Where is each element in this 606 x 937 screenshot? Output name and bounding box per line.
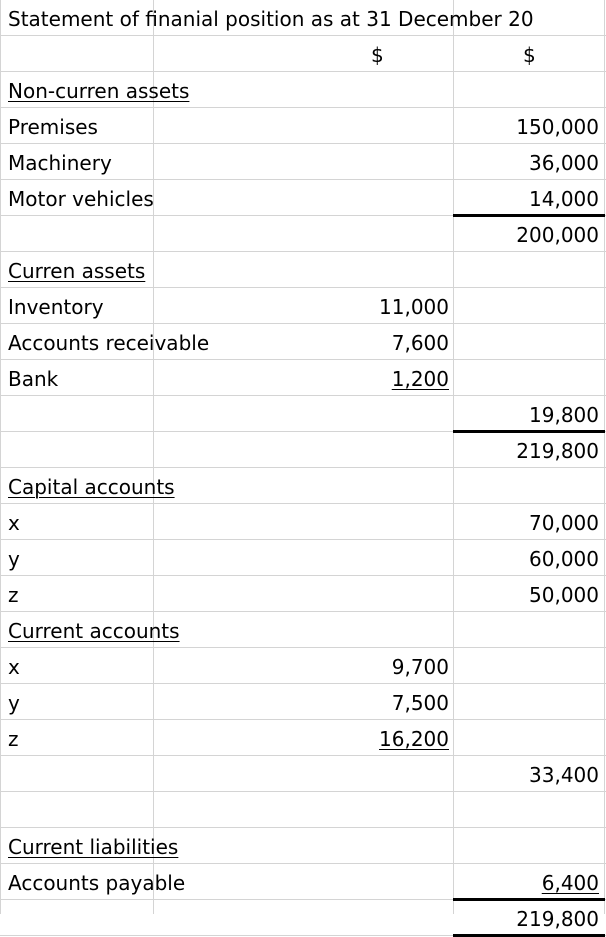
statement-row <box>0 216 606 252</box>
row-label: x <box>8 511 20 535</box>
row-label: Current accounts <box>8 619 180 643</box>
row-label: Machinery <box>8 151 112 175</box>
statement-row <box>0 288 606 324</box>
row-value-c: 200,000 <box>516 223 599 247</box>
row-value-c: 150,000 <box>516 115 599 139</box>
row-label: Accounts payable <box>8 871 186 895</box>
statement-row <box>0 432 606 468</box>
row-value-c: 14,000 <box>529 187 599 211</box>
statement-row <box>0 792 606 828</box>
currency-label-c: $ <box>523 43 536 67</box>
currency-label-b: $ <box>371 43 384 67</box>
statement-row <box>0 828 606 864</box>
statement-row <box>0 252 606 288</box>
statement-row <box>0 900 606 936</box>
row-label: Motor vehicles <box>8 187 154 211</box>
statement-row <box>0 360 606 396</box>
statement-row <box>0 684 606 720</box>
row-label: Bank <box>8 367 59 391</box>
statement-row <box>0 864 606 900</box>
row-label: Curren assets <box>8 259 146 283</box>
row-value-b: 16,200 <box>379 727 449 751</box>
statement-row <box>0 540 606 576</box>
row-value-c: 50,000 <box>529 583 599 607</box>
statement-row <box>0 72 606 108</box>
row-label: Premises <box>8 115 98 139</box>
statement-row <box>0 612 606 648</box>
statement-row <box>0 396 606 432</box>
row-label: Inventory <box>8 295 104 319</box>
statement-row <box>0 756 606 792</box>
row-value-c: 70,000 <box>529 511 599 535</box>
statement-row <box>0 576 606 612</box>
currency-row <box>0 36 606 72</box>
row-value-c: 219,800 <box>516 907 599 931</box>
row-label: z <box>8 583 19 607</box>
row-value-c: 33,400 <box>529 763 599 787</box>
statement-row <box>0 648 606 684</box>
row-label: y <box>8 691 20 715</box>
row-label: Current liabilities <box>8 835 179 859</box>
statement-row <box>0 144 606 180</box>
row-label: Non-curren assets <box>8 79 190 103</box>
row-value-c: 60,000 <box>529 547 599 571</box>
statement-row <box>0 504 606 540</box>
statement-row <box>0 468 606 504</box>
row-value-b: 1,200 <box>391 367 449 391</box>
statement-row <box>0 324 606 360</box>
row-value-b: 9,700 <box>391 655 449 679</box>
row-label: Accounts receivable <box>8 331 210 355</box>
row-value-c: 19,800 <box>529 403 599 427</box>
row-value-c: 6,400 <box>541 871 599 895</box>
title-row <box>0 0 606 36</box>
row-value-c: 36,000 <box>529 151 599 175</box>
statement-title: Statement of finanial position as at 31 December 20 <box>8 7 534 31</box>
row-label: y <box>8 547 20 571</box>
row-value-b: 7,600 <box>391 331 449 355</box>
row-value-c: 219,800 <box>516 439 599 463</box>
row-value-b: 11,000 <box>379 295 449 319</box>
statement-row <box>0 720 606 756</box>
row-value-b: 7,500 <box>391 691 449 715</box>
row-label: x <box>8 655 20 679</box>
statement-row <box>0 180 606 216</box>
statement-row <box>0 108 606 144</box>
row-label: Capital accounts <box>8 475 175 499</box>
row-label: z <box>8 727 19 751</box>
